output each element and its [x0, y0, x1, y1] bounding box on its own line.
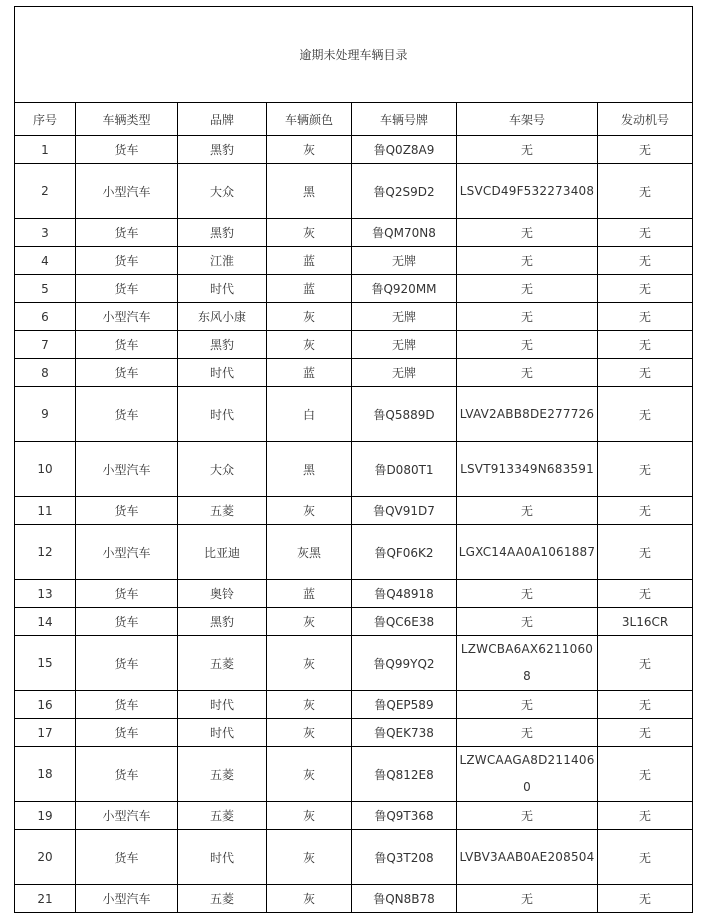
- cell-engine: 无: [598, 747, 693, 802]
- cell-engine: 无: [598, 636, 693, 691]
- cell-brand: 时代: [178, 275, 267, 303]
- cell-type: 货车: [76, 608, 178, 636]
- cell-plate: 鲁Q48918: [352, 580, 457, 608]
- table-row: [15, 802, 693, 830]
- cell-plate: 鲁Q9T368: [352, 802, 457, 830]
- cell-engine: 无: [598, 359, 693, 387]
- cell-plate: 鲁QM70N8: [352, 219, 457, 247]
- table-row: [15, 303, 693, 331]
- cell-engine: 无: [598, 387, 693, 442]
- table-row: [15, 719, 693, 747]
- cell-color: 蓝: [267, 247, 352, 275]
- cell-vin: LZWCBA6AX62110608: [457, 636, 598, 691]
- cell-index: 17: [15, 719, 76, 747]
- cell-type: 小型汽车: [76, 442, 178, 497]
- cell-type: 货车: [76, 331, 178, 359]
- cell-brand: 时代: [178, 359, 267, 387]
- cell-color: 灰: [267, 802, 352, 830]
- cell-index: 19: [15, 802, 76, 830]
- cell-index: 10: [15, 442, 76, 497]
- cell-brand: 时代: [178, 387, 267, 442]
- cell-engine: 无: [598, 275, 693, 303]
- cell-engine: 3L16CR: [598, 608, 693, 636]
- cell-vin: 无: [457, 247, 598, 275]
- cell-brand: 时代: [178, 830, 267, 885]
- cell-type: 货车: [76, 387, 178, 442]
- cell-color: 蓝: [267, 275, 352, 303]
- cell-index: 8: [15, 359, 76, 387]
- header-cell-color: 车辆颜色: [267, 103, 352, 136]
- cell-color: 灰黑: [267, 525, 352, 580]
- cell-brand: 黑豹: [178, 136, 267, 164]
- cell-engine: 无: [598, 331, 693, 359]
- cell-plate: 鲁Q3T208: [352, 830, 457, 885]
- cell-vin: 无: [457, 303, 598, 331]
- cell-engine: 无: [598, 164, 693, 219]
- cell-plate: 鲁QV91D7: [352, 497, 457, 525]
- cell-index: 12: [15, 525, 76, 580]
- cell-vin: 无: [457, 691, 598, 719]
- cell-brand: 时代: [178, 719, 267, 747]
- table-row: [15, 747, 693, 802]
- table-row: [15, 608, 693, 636]
- cell-type: 货车: [76, 747, 178, 802]
- cell-type: 货车: [76, 136, 178, 164]
- cell-type: 货车: [76, 636, 178, 691]
- cell-engine: 无: [598, 525, 693, 580]
- cell-color: 灰: [267, 136, 352, 164]
- header-cell-brand: 品牌: [178, 103, 267, 136]
- cell-brand: 五菱: [178, 747, 267, 802]
- cell-engine: 无: [598, 442, 693, 497]
- table-row: [15, 525, 693, 580]
- cell-vin: 无: [457, 802, 598, 830]
- cell-type: 货车: [76, 497, 178, 525]
- cell-type: 小型汽车: [76, 885, 178, 913]
- cell-color: 灰: [267, 691, 352, 719]
- cell-engine: 无: [598, 580, 693, 608]
- cell-engine: 无: [598, 802, 693, 830]
- cell-color: 灰: [267, 608, 352, 636]
- cell-color: 灰: [267, 303, 352, 331]
- cell-plate: 鲁Q5889D: [352, 387, 457, 442]
- cell-color: 灰: [267, 331, 352, 359]
- cell-color: 蓝: [267, 580, 352, 608]
- cell-plate: 鲁Q812E8: [352, 747, 457, 802]
- cell-brand: 大众: [178, 442, 267, 497]
- cell-type: 货车: [76, 719, 178, 747]
- table-row: [15, 691, 693, 719]
- cell-index: 16: [15, 691, 76, 719]
- cell-color: 蓝: [267, 359, 352, 387]
- cell-plate: 鲁D080T1: [352, 442, 457, 497]
- table-row: [15, 497, 693, 525]
- cell-index: 9: [15, 387, 76, 442]
- cell-color: 灰: [267, 885, 352, 913]
- cell-brand: 黑豹: [178, 219, 267, 247]
- cell-color: 黑: [267, 442, 352, 497]
- cell-type: 货车: [76, 830, 178, 885]
- cell-plate: 无牌: [352, 303, 457, 331]
- table-row: [15, 219, 693, 247]
- cell-index: 1: [15, 136, 76, 164]
- cell-plate: 鲁QC6E38: [352, 608, 457, 636]
- cell-index: 7: [15, 331, 76, 359]
- cell-color: 灰: [267, 497, 352, 525]
- cell-vin: 无: [457, 497, 598, 525]
- title-row: [15, 7, 693, 103]
- cell-engine: 无: [598, 247, 693, 275]
- cell-vin: LSVCD49F532273408: [457, 164, 598, 219]
- cell-color: 灰: [267, 219, 352, 247]
- cell-plate: 鲁Q99YQ2: [352, 636, 457, 691]
- cell-index: 18: [15, 747, 76, 802]
- cell-vin: 无: [457, 719, 598, 747]
- cell-vin: LSVT913349N683591: [457, 442, 598, 497]
- cell-vin: 无: [457, 331, 598, 359]
- cell-plate: 无牌: [352, 359, 457, 387]
- cell-vin: 无: [457, 219, 598, 247]
- cell-vin: 无: [457, 608, 598, 636]
- cell-brand: 五菱: [178, 885, 267, 913]
- cell-vin: LZWCAAGA8D2114060: [457, 747, 598, 802]
- cell-brand: 五菱: [178, 802, 267, 830]
- cell-index: 14: [15, 608, 76, 636]
- table-row: [15, 247, 693, 275]
- cell-engine: 无: [598, 885, 693, 913]
- cell-brand: 黑豹: [178, 608, 267, 636]
- cell-type: 货车: [76, 691, 178, 719]
- table-row: [15, 164, 693, 219]
- table-row: [15, 442, 693, 497]
- header-cell-vin: 车架号: [457, 103, 598, 136]
- cell-type: 货车: [76, 275, 178, 303]
- cell-vin: 无: [457, 885, 598, 913]
- cell-type: 货车: [76, 580, 178, 608]
- cell-vin: 无: [457, 275, 598, 303]
- cell-vin: LGXC14AA0A1061887: [457, 525, 598, 580]
- cell-brand: 五菱: [178, 497, 267, 525]
- cell-color: 灰: [267, 719, 352, 747]
- cell-engine: 无: [598, 219, 693, 247]
- cell-engine: 无: [598, 497, 693, 525]
- table-row: [15, 275, 693, 303]
- cell-index: 3: [15, 219, 76, 247]
- table-body: [15, 7, 693, 913]
- cell-index: 21: [15, 885, 76, 913]
- table-row: [15, 885, 693, 913]
- cell-brand: 黑豹: [178, 331, 267, 359]
- cell-brand: 五菱: [178, 636, 267, 691]
- cell-brand: 比亚迪: [178, 525, 267, 580]
- cell-color: 灰: [267, 747, 352, 802]
- cell-plate: 无牌: [352, 331, 457, 359]
- cell-vin: 无: [457, 580, 598, 608]
- table-row: [15, 136, 693, 164]
- header-cell-type: 车辆类型: [76, 103, 178, 136]
- cell-plate: 无牌: [352, 247, 457, 275]
- cell-color: 灰: [267, 830, 352, 885]
- cell-plate: 鲁Q0Z8A9: [352, 136, 457, 164]
- cell-brand: 江淮: [178, 247, 267, 275]
- cell-color: 灰: [267, 636, 352, 691]
- cell-brand: 时代: [178, 691, 267, 719]
- cell-index: 15: [15, 636, 76, 691]
- cell-vin: LVBV3AAB0AE208504: [457, 830, 598, 885]
- table-row: [15, 830, 693, 885]
- cell-vin: 无: [457, 136, 598, 164]
- cell-engine: 无: [598, 691, 693, 719]
- cell-vin: LVAV2ABB8DE277726: [457, 387, 598, 442]
- cell-plate: 鲁QF06K2: [352, 525, 457, 580]
- cell-index: 5: [15, 275, 76, 303]
- table-row: [15, 331, 693, 359]
- table-row: [15, 387, 693, 442]
- cell-index: 11: [15, 497, 76, 525]
- header-cell-plate: 车辆号牌: [352, 103, 457, 136]
- cell-plate: 鲁QEP589: [352, 691, 457, 719]
- cell-plate: 鲁QEK738: [352, 719, 457, 747]
- table-row: [15, 359, 693, 387]
- cell-index: 2: [15, 164, 76, 219]
- cell-brand: 东风小康: [178, 303, 267, 331]
- cell-index: 20: [15, 830, 76, 885]
- cell-index: 4: [15, 247, 76, 275]
- cell-index: 13: [15, 580, 76, 608]
- cell-engine: 无: [598, 830, 693, 885]
- cell-type: 小型汽车: [76, 802, 178, 830]
- cell-plate: 鲁Q2S9D2: [352, 164, 457, 219]
- cell-brand: 大众: [178, 164, 267, 219]
- cell-vin: 无: [457, 359, 598, 387]
- cell-type: 货车: [76, 359, 178, 387]
- cell-color: 黑: [267, 164, 352, 219]
- cell-engine: 无: [598, 303, 693, 331]
- cell-type: 货车: [76, 219, 178, 247]
- cell-type: 货车: [76, 247, 178, 275]
- header-row: [15, 103, 693, 136]
- table-row: [15, 580, 693, 608]
- header-cell-engine: 发动机号: [598, 103, 693, 136]
- header-cell-index: 序号: [15, 103, 76, 136]
- cell-plate: 鲁QN8B78: [352, 885, 457, 913]
- cell-engine: 无: [598, 136, 693, 164]
- cell-color: 白: [267, 387, 352, 442]
- vehicle-table: [14, 6, 693, 913]
- cell-index: 6: [15, 303, 76, 331]
- cell-engine: 无: [598, 719, 693, 747]
- table-title: 逾期未处理车辆目录: [15, 7, 693, 103]
- cell-brand: 奥铃: [178, 580, 267, 608]
- cell-type: 小型汽车: [76, 525, 178, 580]
- table-row: [15, 636, 693, 691]
- cell-type: 小型汽车: [76, 303, 178, 331]
- cell-plate: 鲁Q920MM: [352, 275, 457, 303]
- cell-type: 小型汽车: [76, 164, 178, 219]
